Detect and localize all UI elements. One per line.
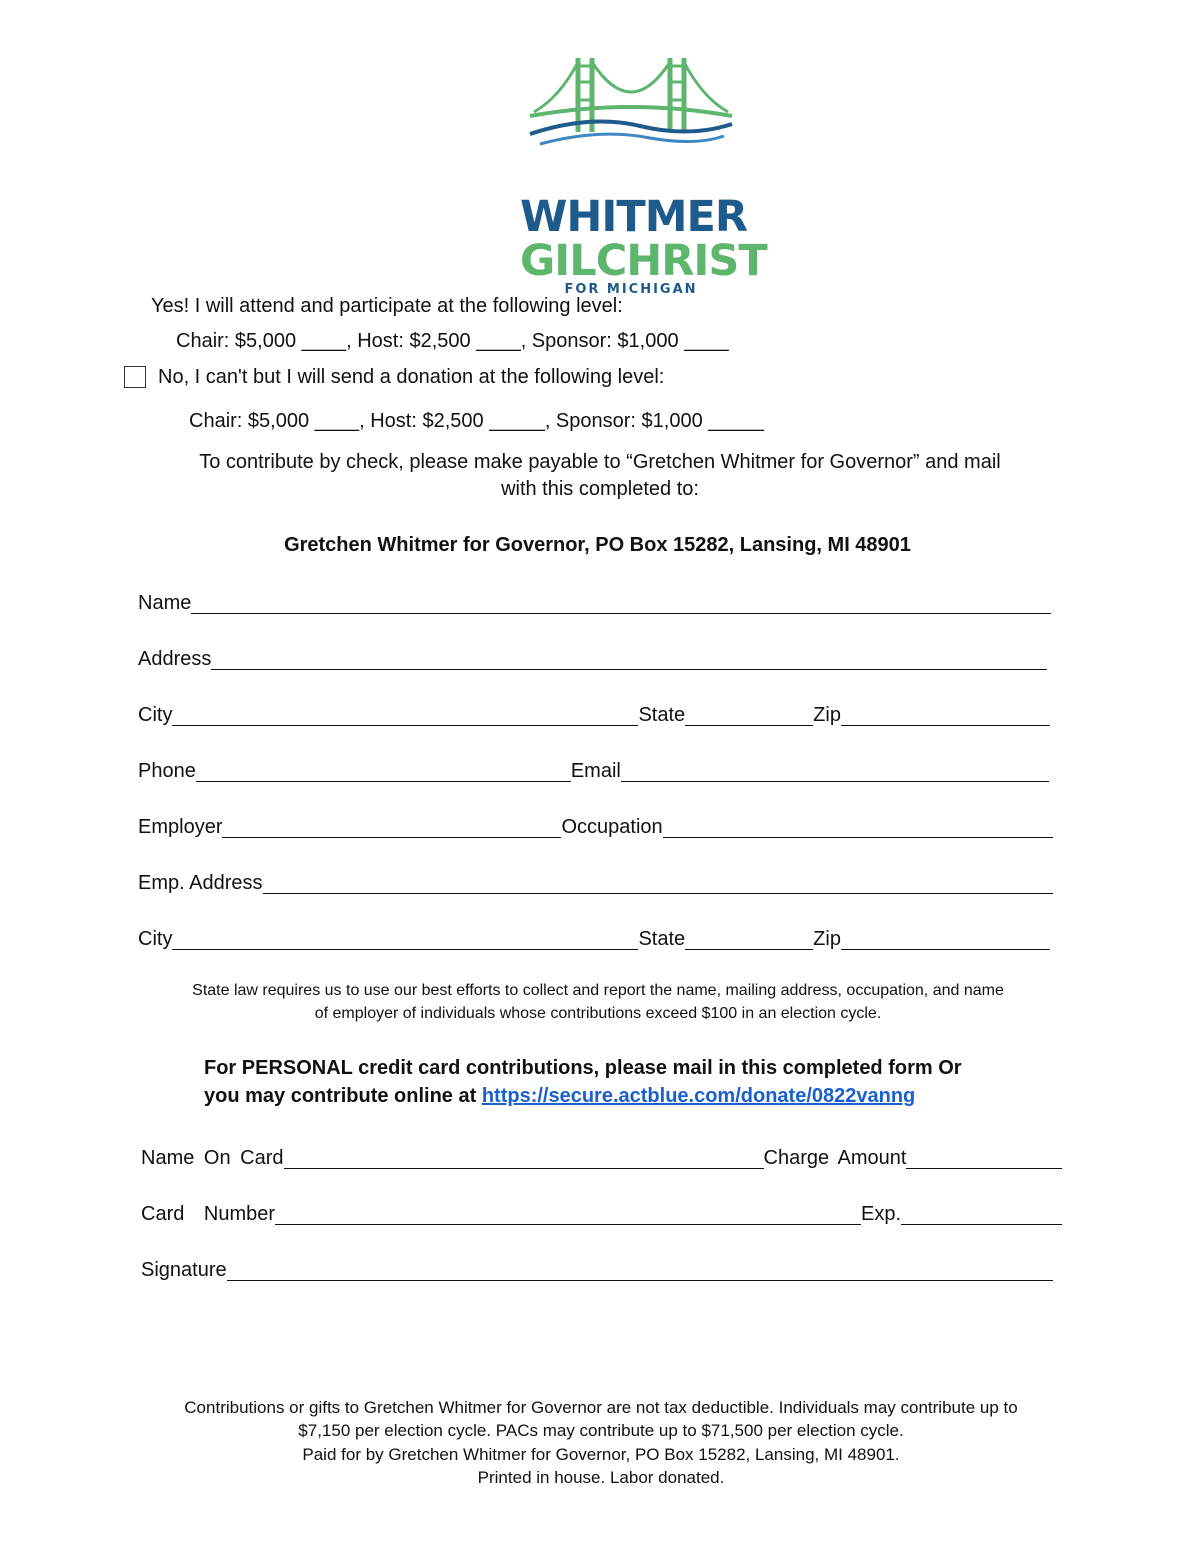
logo-for-michigan: FOR MICHIGAN bbox=[564, 282, 698, 297]
signature-field[interactable] bbox=[141, 1255, 1053, 1281]
bridge-icon bbox=[520, 52, 742, 192]
emp-address-input-line[interactable] bbox=[263, 873, 1053, 894]
attend-heading: Yes! I will attend and participate at the following level: bbox=[151, 295, 623, 317]
employer-input-line[interactable] bbox=[222, 817, 561, 838]
footer-line4: Printed in house. Labor donated. bbox=[477, 1468, 725, 1487]
emp-zip-label: Zip bbox=[813, 928, 841, 950]
address-label: Address bbox=[138, 648, 212, 670]
phone-email-row bbox=[138, 756, 1049, 782]
email-input-line[interactable] bbox=[621, 761, 1049, 782]
exp-input-line[interactable] bbox=[901, 1204, 1062, 1225]
phone-input-line[interactable] bbox=[196, 761, 571, 782]
check-instructions-line1: To contribute by check, please make payable to “Gretchen Whitmer for Governor” and mail bbox=[199, 451, 1001, 473]
credit-heading-line1: For PERSONAL credit card contributions, please mail in this completed form Or bbox=[204, 1057, 962, 1079]
donate-levels: Chair: $5,000 ____, Host: $2,500 _____, Sponsor: $1,000 _____ bbox=[189, 410, 764, 432]
occupation-input-line[interactable] bbox=[663, 817, 1053, 838]
name-label: Name bbox=[138, 592, 192, 614]
mailing-address: Gretchen Whitmer for Governor, PO Box 15282, Lansing, MI 48901 bbox=[284, 534, 911, 556]
city-input-line[interactable] bbox=[172, 705, 638, 726]
law-notice-line1: State law requires us to use our best efforts to collect and report the name, mailing address, occupation, and name bbox=[192, 982, 1004, 999]
phone-label: Phone bbox=[138, 760, 196, 782]
address-input-line[interactable] bbox=[211, 649, 1047, 670]
check-instructions-line2: with this completed to: bbox=[501, 478, 699, 500]
logo-gilchrist: GILCHRIST bbox=[520, 236, 767, 286]
exp-label: Exp. bbox=[861, 1203, 902, 1225]
footer-line3: Paid for by Gretchen Whitmer for Governor, PO Box 15282, Lansing, MI 48901. bbox=[302, 1445, 900, 1464]
zip-input-line[interactable] bbox=[841, 705, 1050, 726]
card-number-label: Card Number bbox=[141, 1203, 276, 1225]
charge-amount-label: Charge Amount bbox=[763, 1147, 907, 1169]
attend-levels: Chair: $5,000 ____, Host: $2,500 ____, Sponsor: $1,000 ____ bbox=[176, 330, 729, 352]
credit-heading-prefix: you may contribute online at bbox=[204, 1085, 482, 1107]
footer-line2: $7,150 per election cycle. PACs may contribute up to $71,500 per election cycle. bbox=[298, 1421, 904, 1440]
campaign-logo bbox=[520, 52, 767, 297]
donate-heading: No, I can't but I will send a donation at the following level: bbox=[158, 366, 665, 388]
actblue-link[interactable]: https://secure.actblue.com/donate/0822vanng bbox=[481, 1085, 916, 1107]
state-label: State bbox=[638, 704, 686, 726]
emp-zip-input-line[interactable] bbox=[841, 929, 1050, 950]
card-number-row bbox=[141, 1199, 1062, 1225]
occupation-label: Occupation bbox=[561, 816, 663, 838]
signature-label: Signature bbox=[141, 1259, 227, 1281]
signature-input-line[interactable] bbox=[227, 1260, 1053, 1281]
emp-city-label: City bbox=[138, 928, 173, 950]
footer-line1: Contributions or gifts to Gretchen Whitmer for Governor are not tax deductible. Individuals may contribute up to bbox=[184, 1398, 1018, 1417]
charge-amount-input-line[interactable] bbox=[906, 1148, 1062, 1169]
card-number-input-line[interactable] bbox=[275, 1204, 861, 1225]
credit-heading-line2 bbox=[204, 1085, 915, 1108]
zip-label: Zip bbox=[813, 704, 841, 726]
donate-checkbox[interactable] bbox=[124, 366, 146, 388]
name-on-card-input-line[interactable] bbox=[284, 1148, 764, 1169]
emp-city-input-line[interactable] bbox=[172, 929, 638, 950]
name-input-line[interactable] bbox=[191, 593, 1051, 614]
emp-address-field[interactable] bbox=[138, 868, 1053, 894]
email-label: Email bbox=[570, 760, 621, 782]
logo-whitmer: WHITMER bbox=[520, 192, 748, 242]
card-name-row bbox=[141, 1143, 1062, 1169]
city-label: City bbox=[138, 704, 173, 726]
employer-label: Employer bbox=[138, 816, 223, 838]
state-input-line[interactable] bbox=[685, 705, 813, 726]
law-notice-line2: of employer of individuals whose contributions exceed $100 in an election cycle. bbox=[314, 1005, 882, 1022]
emp-address-label: Emp. Address bbox=[138, 872, 263, 894]
emp-state-input-line[interactable] bbox=[685, 929, 813, 950]
name-field[interactable] bbox=[138, 588, 1051, 614]
city-state-zip-row bbox=[138, 700, 1050, 726]
name-on-card-label: Name On Card bbox=[141, 1147, 284, 1169]
employer-occupation-row bbox=[138, 812, 1053, 838]
emp-city-state-zip-row bbox=[138, 924, 1050, 950]
emp-state-label: State bbox=[638, 928, 686, 950]
address-field[interactable] bbox=[138, 644, 1047, 670]
